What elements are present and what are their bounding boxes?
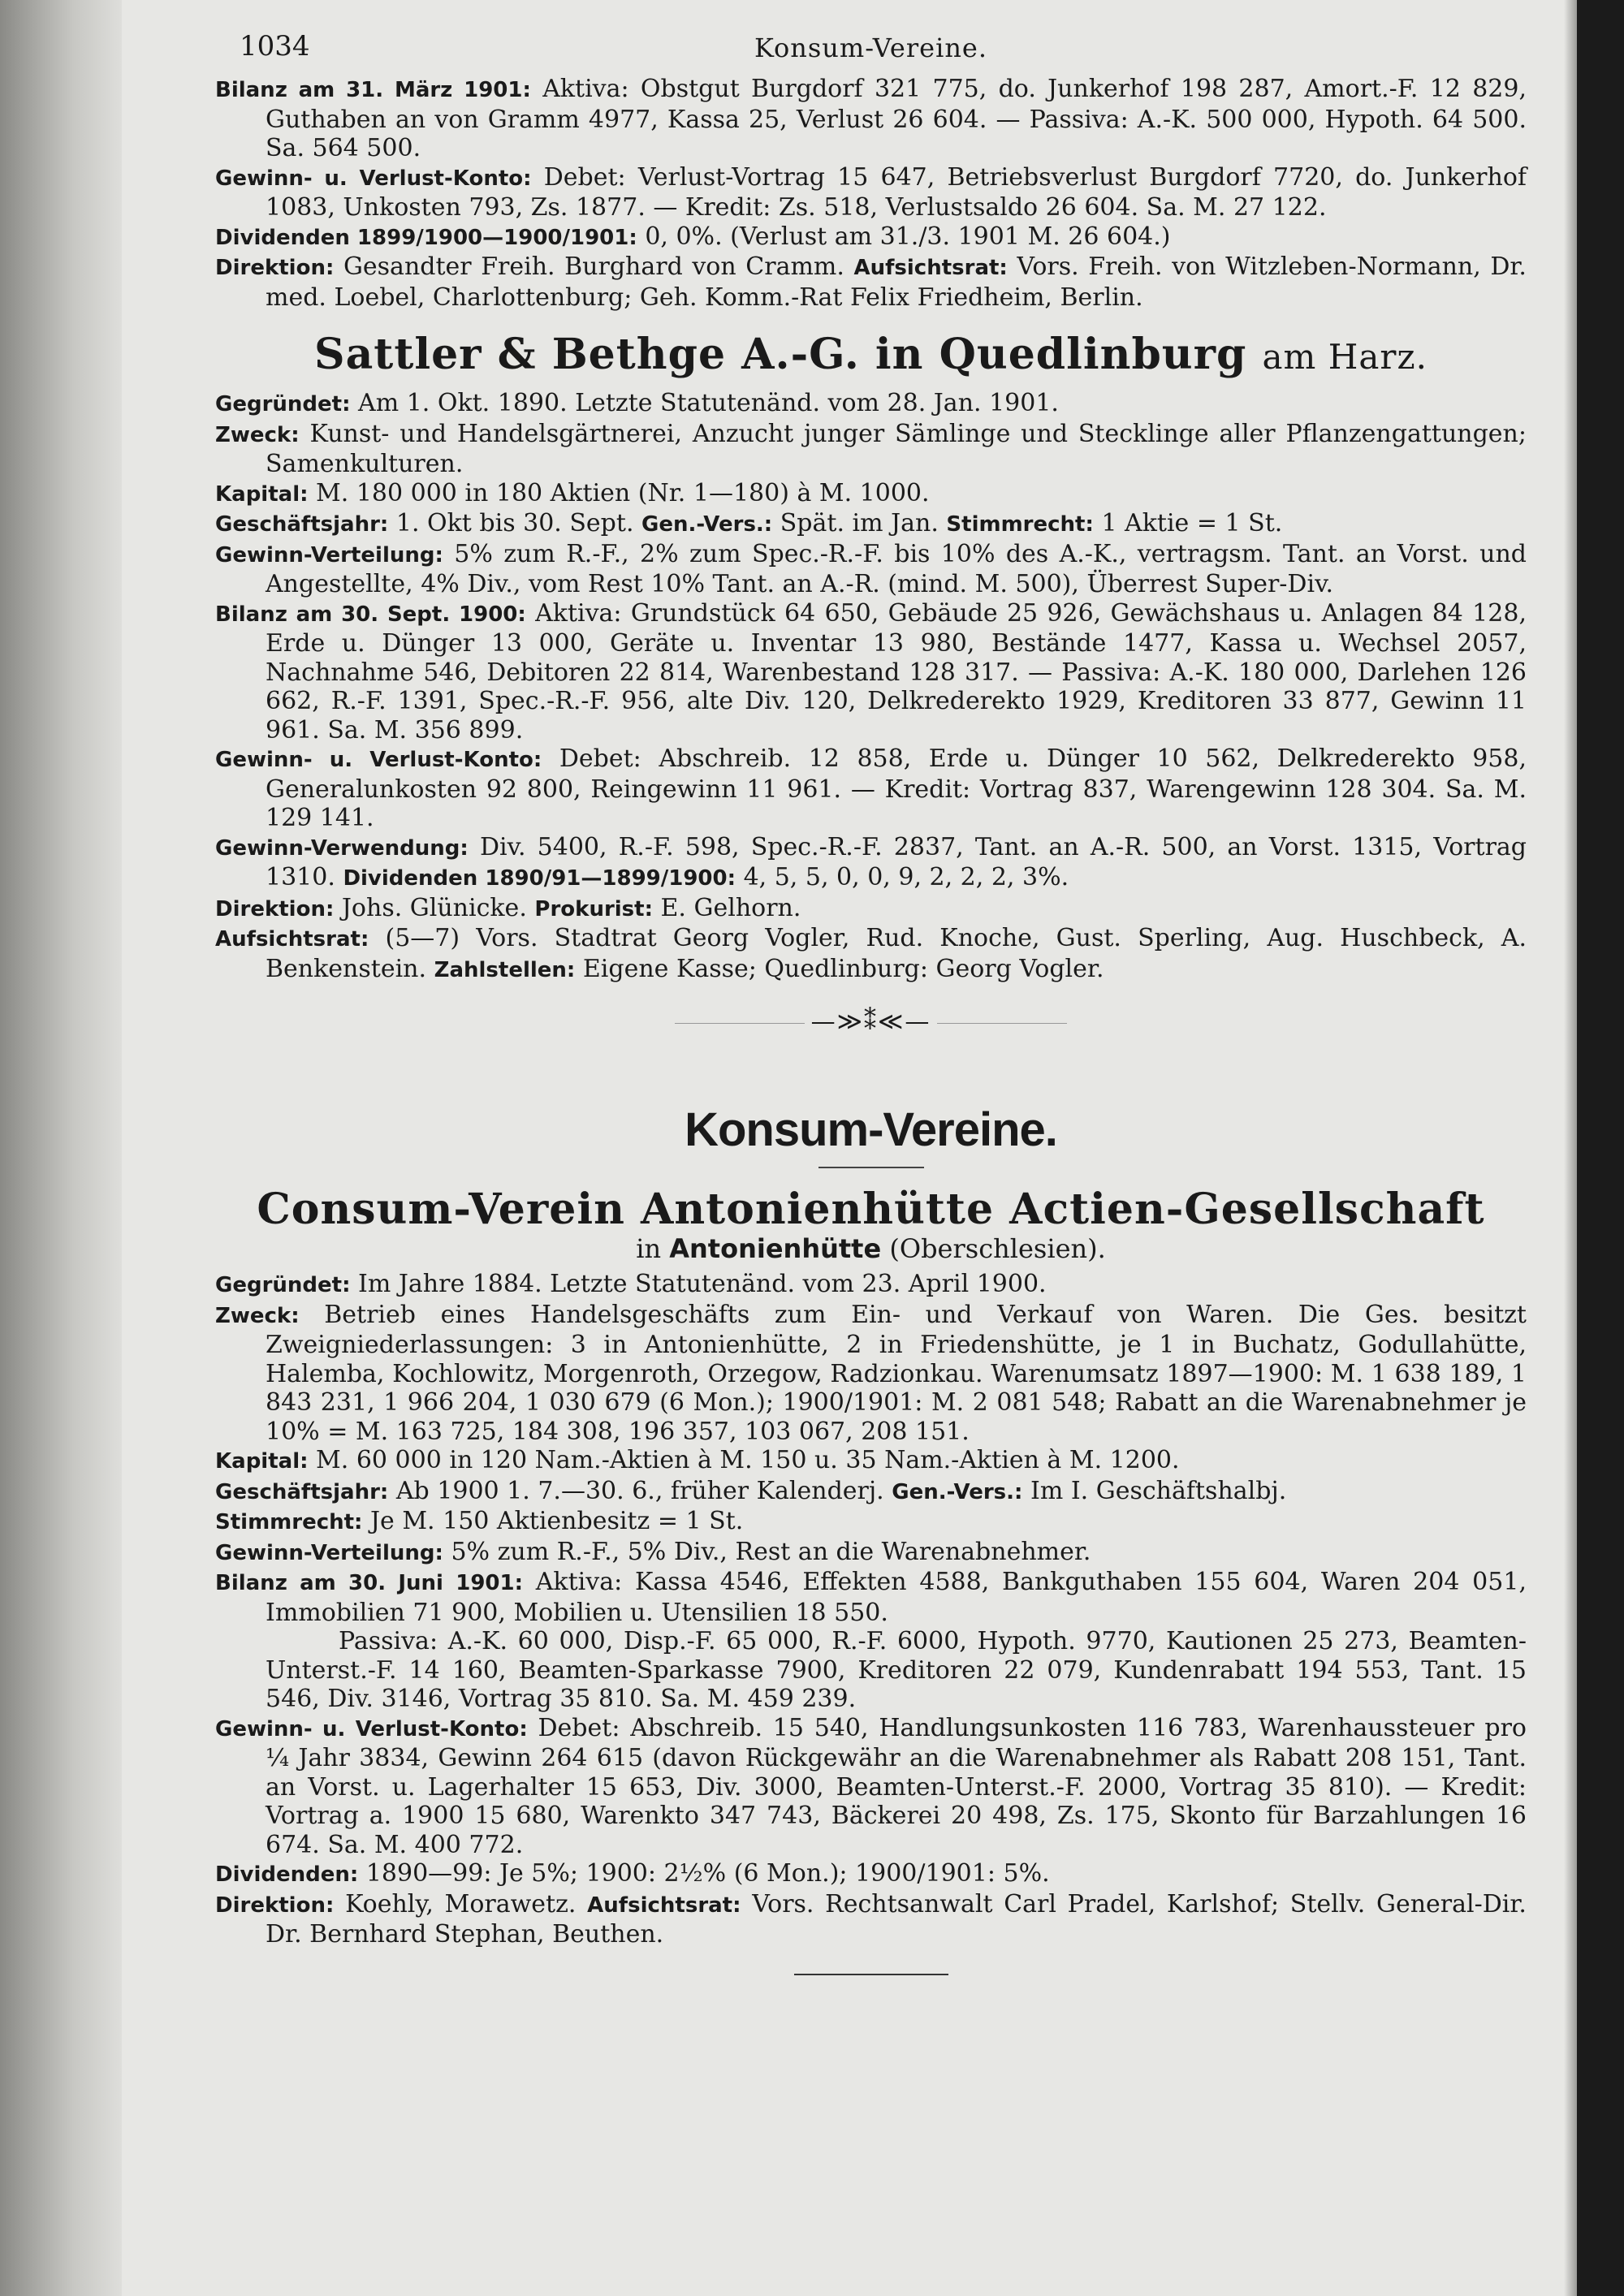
zahlstellen-label: Zahlstellen: — [434, 957, 576, 982]
gen-vers-label: Gen.-Vers.: — [892, 1479, 1023, 1504]
page-number: 1034 — [240, 30, 310, 63]
gewinn-verwendung-entry — [215, 833, 1527, 894]
section-ornament — [215, 1008, 1527, 1037]
direktion-entry — [215, 252, 1527, 312]
stimmrecht-text: Je M. 150 Aktienbesitz = 1 St. — [370, 1507, 744, 1535]
gegruendet-text: Am 1. Okt. 1890. Letzte Statutenänd. vom 28. Jan. 1901. — [358, 389, 1059, 417]
running-header — [215, 32, 1527, 75]
stimmrecht-entry — [215, 1507, 1527, 1538]
entry-block-continued — [215, 75, 1527, 312]
page-content — [215, 32, 1527, 1975]
gewinn-verwendung-label: Gewinn-Verwendung: — [215, 835, 469, 861]
geschaeftsjahr-label: Geschäftsjahr: — [215, 512, 389, 537]
aufsichtsrat-label: Aufsichtsrat: — [853, 256, 1008, 280]
bilanz-label: Bilanz am 30. Sept. 1900: — [215, 602, 526, 627]
gewinn-verlust-label: Gewinn- u. Verlust-Konto: — [215, 1716, 528, 1741]
gegruendet-text: Im Jahre 1884. Letzte Statutenänd. vom 23. April 1900. — [358, 1270, 1047, 1298]
direktion-text: Gesandter Freih. Burghard von Cramm. — [343, 252, 844, 281]
direktion-label: Direktion: — [215, 896, 335, 921]
bilanz-text: Aktiva: Grundstück 64 650, Gebäude 25 926, Gewächshaus u. Anlagen 84 128, Erde u. Dünger 13 000, Geräte u. Inventar 13 980, Bestände 1477, Kassa u. Wechsel 2057, Nachnahme 546, Debitoren 22 814, Warenbestand 128 317. — Passiva: A.-K. 180 000, Darlehen 126 662, R.-F. 1391, Spec.-R.-F. 956, alte Div. 120, Delkrederekto 1929, Kreditoren 33 877, Gewinn 11 961. Sa. M. 356 899. — [266, 598, 1527, 744]
dividenden-entry — [215, 222, 1527, 253]
geschaeftsjahr-text: Ab 1900 1. 7.—30. 6., früher Kalenderj. — [395, 1476, 884, 1505]
entry-block-consum-verein — [215, 1270, 1527, 1949]
gewinn-verteilung-label: Gewinn-Verteilung: — [215, 542, 443, 568]
gewinn-verlust-label: Gewinn- u. Verlust-Konto: — [215, 748, 542, 772]
ornament-glyph: —≫⁑≪— — [810, 1008, 931, 1036]
dividenden-text: 4, 5, 5, 0, 0, 9, 2, 2, 2, 3%. — [743, 863, 1069, 891]
gewinn-verteilung-entry — [215, 1538, 1527, 1569]
gen-vers-text: Spät. im Jan. — [780, 509, 939, 537]
gen-vers-text: Im I. Geschäftshalbj. — [1030, 1476, 1287, 1505]
company-title-sattler-bethge — [215, 330, 1527, 382]
zweck-text: Kunst- und Handelsgärtnerei, Anzucht junger Sämlinge und Stecklinge aller Pflanzengattungen; Samenkulturen. — [266, 419, 1527, 478]
end-divider — [794, 1974, 948, 1975]
direktion-entry — [215, 1890, 1527, 1949]
zweck-label: Zweck: — [215, 1303, 300, 1328]
company-location — [215, 1232, 1527, 1264]
bilanz-entry — [215, 599, 1527, 745]
entry-block-sattler-bethge — [215, 389, 1527, 985]
direktion-text: Koehly, Morawetz. — [345, 1889, 577, 1918]
bilanz-text: Aktiva: Kassa 4546, Effekten 4588, Bankguthaben 155 604, Waren 204 051, Immobilien 71 900, Mobilien u. Utensilien 18 550. — [266, 1568, 1527, 1627]
zahlstellen-text: Eigene Kasse; Quedlinburg: Georg Vogler. — [582, 954, 1104, 983]
gewinn-verteilung-entry — [215, 540, 1527, 599]
gewinn-verlust-entry — [215, 163, 1527, 222]
dividenden-label: Dividenden 1899/1900—1900/1901: — [215, 225, 637, 250]
gewinn-verteilung-text: 5% zum R.-F., 2% zum Spec.-R.-F. bis 10% des A.-K., vertragsm. Tant. an Vorst. und Angestellte, 4% Div., vom Rest 10% Tant. an A.-R. (mind. M. 500), Überrest Super-Div. — [266, 539, 1527, 598]
direktion-entry — [215, 894, 1527, 925]
geschaeftsjahr-entry — [215, 1477, 1527, 1508]
aufsichtsrat-label: Aufsichtsrat: — [587, 1892, 741, 1918]
dividenden-label: Dividenden: — [215, 1862, 359, 1887]
bilanz-label: Bilanz am 30. Juni 1901: — [215, 1571, 523, 1595]
section-divider — [818, 1167, 924, 1168]
gewinn-verlust-entry — [215, 1714, 1527, 1860]
gewinn-verlust-text: Debet: Abschreib. 15 540, Handlungsunkosten 116 783, Warenhaussteuer pro ¼ Jahr 3834, Gewinn 264 615 (davon Rückgewähr an die Warenabnehmer als Rabatt 208 151, Tant. an Vorst. u. Lagerhalter 15 653, Div. 3000, Beamten-Unterst.-F. 2000, Vortrag 35 810). — Kredit: Vortrag a. 1900 15 680, Warenkto 347 743, Bäckerei 20 498, Zs. 175, Skonto für Barzahlungen 16 674. Sa. M. 400 772. — [266, 1713, 1527, 1859]
kapital-label: Kapital: — [215, 1449, 309, 1474]
section-heading: Konsum-Vereine. — [685, 1103, 1057, 1156]
aufsichtsrat-entry — [215, 924, 1527, 985]
kapital-text: M. 180 000 in 180 Aktien (Nr. 1—180) à M. 1000. — [316, 478, 930, 507]
ornament-rule-left — [675, 1023, 805, 1024]
zweck-entry — [215, 1301, 1527, 1447]
kapital-text: M. 60 000 in 120 Nam.-Aktien à M. 150 u. 35 Nam.-Aktien à M. 1200. — [316, 1446, 1180, 1474]
aufsichtsrat-text: (5—7) Vors. Stadtrat Georg Vogler, Rud. Knoche, Gust. Sperling, Aug. Huschbeck, A. Benkenstein. — [266, 924, 1527, 983]
location-prefix: in — [636, 1232, 662, 1264]
prokurist-text: E. Gelhorn. — [660, 893, 801, 922]
bilanz-entry — [215, 1568, 1527, 1714]
direktion-label: Direktion: — [215, 256, 335, 280]
location-name: Antonienhütte — [669, 1232, 882, 1264]
gen-vers-label: Gen.-Vers.: — [641, 512, 773, 537]
stimmrecht-label: Stimmrecht: — [215, 1510, 363, 1534]
dividenden-entry — [215, 1859, 1527, 1890]
geschaeftsjahr-label: Geschäftsjahr: — [215, 1479, 389, 1504]
page-edge-dark — [1577, 0, 1624, 2296]
gewinn-verlust-text: Debet: Verlust-Vortrag 15 647, Betriebsverlust Burgdorf 7720, do. Junkerhof 1083, Unkosten 793, Zs. 1877. — Kredit: Zs. 518, Verlustsaldo 26 604. Sa. M. 27 122. — [266, 162, 1527, 222]
dividenden-label: Dividenden 1890/91—1899/1900: — [343, 866, 736, 891]
kapital-label: Kapital: — [215, 481, 309, 507]
gegruendet-entry — [215, 1270, 1527, 1301]
gewinn-verlust-entry — [215, 744, 1527, 833]
stimmrecht-label: Stimmrecht: — [946, 512, 1094, 537]
ornament-rule-right — [937, 1023, 1067, 1024]
company-name: Consum-Verein Antonienhütte Actien-Gesellschaft — [257, 1184, 1485, 1234]
aufsichtsrat-text: Vors. Freih. von Witzleben-Normann, Dr. med. Loebel, Charlottenburg; Geh. Komm.-Rat Felix Friedheim, Berlin. — [266, 252, 1527, 312]
gewinn-verwendung-text: Div. 5400, R.-F. 598, Spec.-R.-F. 2837, Tant. an A.-R. 500, an Vorst. 1315, Vortrag 1310. — [266, 832, 1527, 891]
direktion-text: Johs. Glünicke. — [341, 893, 527, 922]
geschaeftsjahr-text: 1. Okt bis 30. Sept. — [395, 509, 634, 537]
book-binding-shadow — [0, 0, 122, 2296]
gewinn-verlust-label: Gewinn- u. Verlust-Konto: — [215, 166, 532, 191]
stimmrecht-text: 1 Aktie = 1 St. — [1101, 509, 1283, 537]
company-title-consum-verein — [215, 1185, 1527, 1235]
gegruendet-entry — [215, 389, 1527, 420]
gewinn-verlust-text: Debet: Abschreib. 12 858, Erde u. Dünger 10 562, Delkrederekto 958, Generalunkosten 92 800, Reingewinn 11 961. — Kredit: Vortrag 837, Warengewinn 128 304. Sa. M. 129 141. — [266, 744, 1527, 832]
gegruendet-label: Gegründet: — [215, 392, 351, 416]
bilanz-passiva-text: Passiva: A.-K. 60 000, Disp.-F. 65 000, R.-F. 6000, Hypoth. 9770, Kautionen 25 273, Beamten-Unterst.-F. 14 160, Beamten-Sparkasse 7900, Kreditoren 22 079, Kundenrabatt 194 553, Tant. 15 546, Div. 3146, Vortrag 35 810. Sa. M. 459 239. — [266, 1627, 1527, 1713]
kapital-entry — [215, 1446, 1527, 1477]
zweck-label: Zweck: — [215, 422, 300, 447]
zweck-entry — [215, 420, 1527, 479]
aufsichtsrat-label: Aufsichtsrat: — [215, 927, 369, 952]
gegruendet-label: Gegründet: — [215, 1273, 351, 1297]
company-name-suffix: am Harz. — [1262, 337, 1427, 377]
location-suffix: (Oberschlesien). — [889, 1232, 1106, 1264]
bilanz-label: Bilanz am 31. März 1901: — [215, 78, 531, 102]
dividenden-text: 0, 0%. (Verlust am 31./3. 1901 M. 26 604.) — [645, 222, 1171, 251]
kapital-entry — [215, 479, 1527, 510]
gewinn-verteilung-text: 5% zum R.-F., 5% Div., Rest an die Warenabnehmer. — [451, 1537, 1091, 1566]
bilanz-text: Aktiva: Obstgut Burgdorf 321 775, do. Junkerhof 198 287, Amort.-F. 12 829, Guthaben an von Gramm 4977, Kassa 25, Verlust 26 604. — Passiva: A.-K. 500 000, Hypoth. 64 500. Sa. 564 500. — [266, 75, 1527, 162]
prokurist-label: Prokurist: — [534, 896, 653, 921]
direktion-label: Direktion: — [215, 1892, 335, 1918]
geschaeftsjahr-entry — [215, 509, 1527, 540]
running-title: Konsum-Vereine. — [754, 32, 988, 63]
bilanz-entry — [215, 75, 1527, 163]
aufsichtsrat-text: Vors. Rechtsanwalt Carl Pradel, Karlshof; Stellv. General-Dir. Dr. Bernhard Stephan, Beuthen. — [266, 1889, 1527, 1949]
company-name: Sattler & Bethge A.-G. in Quedlinburg — [314, 330, 1247, 379]
zweck-text: Betrieb eines Handelsgeschäfts zum Ein- und Verkauf von Waren. Die Ges. besitzt Zweigniederlassungen: 3 in Antonienhütte, 2 in Friedenshütte, je 1 in Buchatz, Godullahütte, Halemba, Kochlowitz, Morgenroth, Orzegow, Radzionkau. Warenumsatz 1897—1900: M. 1 638 189, 1 843 231, 1 966 204, 1 030 679 (6 Mon.); 1900/1901: M. 2 081 548; Rabatt an die Warenabnehmer je 10% = M. 163 725, 184 308, 196 357, 103 067, 208 151. — [266, 1300, 1527, 1446]
dividenden-text: 1890—99: Je 5%; 1900: 2½% (6 Mon.); 1900/1901: 5%. — [365, 1859, 1050, 1888]
gewinn-verteilung-label: Gewinn-Verteilung: — [215, 1540, 443, 1565]
